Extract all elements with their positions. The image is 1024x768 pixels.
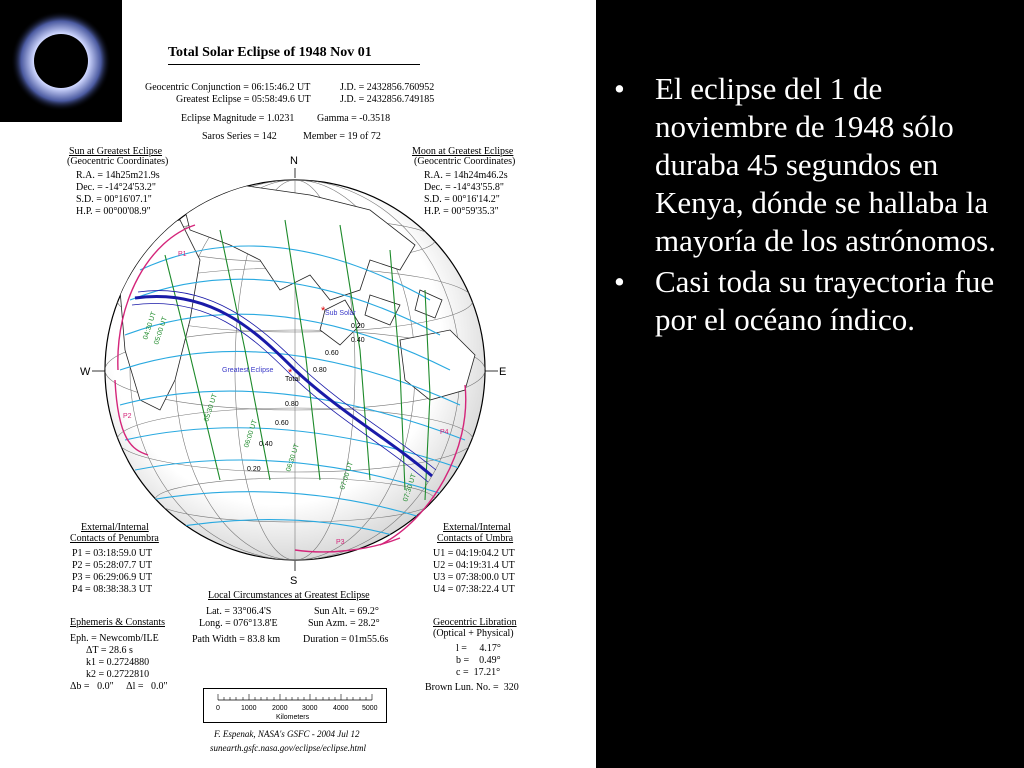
scale-tick-label: 2000 [272,705,288,712]
time-label: 05:00 UT [153,316,169,346]
greatest-eclipse-label: Greatest Eclipse [222,367,274,374]
sun-dec: Dec. = -14°24'53.2" [76,182,156,193]
ephemeris-k2: k2 = 0.2722810 [86,669,150,680]
scale-tick-label: 5000 [362,705,378,712]
mag-label-lower: 0.40 [259,441,273,448]
mag-label-upper: 0.40 [351,337,365,344]
moon-box-subtitle: (Geocentric Coordinates) [414,156,516,167]
mag-label-lower: 0.80 [285,401,299,408]
distance-scale-box [203,688,387,723]
p1-label: P1 [178,251,187,258]
mag-label-upper: 0.20 [351,323,365,330]
umbra-u2: U2 = 04:19:31.4 UT [433,560,515,571]
mag-label-upper: 0.60 [325,350,339,357]
local-lat: Lat. = 33°06.4'S [206,606,272,617]
libration-subtitle: (Optical + Physical) [433,628,514,639]
saros-series: Saros Series = 142 [202,131,277,142]
scale-tick-label: 1000 [241,705,257,712]
umbra-u4: U4 = 07:38:22.4 UT [433,584,515,595]
local-long: Long. = 076°13.8'E [199,618,278,629]
time-label: 06:00 UT [243,419,259,449]
mag-label-upper: 0.80 [313,367,327,374]
sun-ra: R.A. = 14h25m21.9s [76,170,160,181]
umbra-subtitle: Contacts of Umbra [437,533,514,544]
moon-box-title: Moon at Greatest Eclipse [412,146,514,157]
east-label: E [499,366,507,378]
ephemeris-k1: k1 = 0.2724880 [86,657,150,668]
time-label: 06:30 UT [285,443,301,473]
mag-label-lower: 0.20 [247,466,261,473]
p3-label: P3 [336,539,345,546]
brown-lunation: Brown Lun. No. = 320 [425,682,519,693]
time-label: 05:30 UT [203,393,219,423]
greatest-eclipse-jd: J.D. = 2432856.749185 [340,94,435,105]
conjunction-jd: J.D. = 2432856.760952 [340,82,435,93]
eclipse-title: Total Solar Eclipse of 1948 Nov 01 [168,45,372,60]
mag-label-lower: 0.60 [275,420,289,427]
saros-member: Member = 19 of 72 [303,131,381,142]
sub-solar-label: Sub Solar [325,310,356,317]
moon-sd: S.D. = 00°16'14.2" [424,194,500,205]
ephemeris-deltas: Δb = 0.0" Δl = 0.0" [70,681,168,692]
gamma: Gamma = -0.3518 [317,113,391,124]
sun-box-title: Sun at Greatest Eclipse [69,146,163,157]
moon-dec: Dec. = -14°43'55.8" [424,182,504,193]
greatest-eclipse-marker: * [288,367,293,379]
eclipse-magnitude: Eclipse Magnitude = 1.0231 [181,113,295,124]
time-label: 07:00 UT [339,461,355,491]
penumbra-p3: P3 = 06:29:06.9 UT [72,572,153,583]
penumbra-p2: P2 = 05:28:07.7 UT [72,560,153,571]
sun-hp: H.P. = 00°00'08.9" [76,206,151,217]
scale-tick-label: 3000 [302,705,318,712]
local-path-width: Path Width = 83.8 km [192,634,281,645]
umbra-u1: U1 = 04:19:04.2 UT [433,548,515,559]
penumbra-title: External/Internal [81,522,149,533]
conjunction-time: Geocentric Conjunction = 06:15:46.2 UT [145,82,311,93]
bullet-dot: • [614,264,625,299]
bullet-text: El eclipse del 1 de noviembre de 1948 sólo duraba 45 segundos en Kenya, dónde se hallaba la mayoría de los astrónomos. [655,71,996,258]
time-label: 04:30 UT [142,311,158,341]
scale-tick-label: 0 [216,705,220,712]
north-label: N [290,155,298,167]
libration-b: b = 0.49° [456,655,501,666]
p4-label: P4 [440,429,449,436]
penumbra-p1: P1 = 03:18:59.0 UT [72,548,153,559]
moon-ra: R.A. = 14h24m46.2s [424,170,508,181]
eclipse-corona-image [0,0,122,122]
penumbra-subtitle: Contacts of Penumbra [70,533,159,544]
bullet-item [614,70,1004,260]
libration-title: Geocentric Libration [433,617,517,628]
local-duration: Duration = 01m55.6s [303,634,389,645]
bullet-list [614,70,1004,342]
south-label: S [290,575,298,587]
moon-hp: H.P. = 00°59'35.3" [424,206,499,217]
west-label: W [80,366,91,378]
ephemeris-title: Ephemeris & Constants [70,617,165,628]
local-circumstances-title: Local Circumstances at Greatest Eclipse [208,590,370,601]
local-sun-alt: Sun Alt. = 69.2° [314,606,379,617]
p2-label: P2 [123,413,132,420]
sub-solar-marker: * [321,305,326,317]
libration-l: l = 4.17° [456,643,501,654]
umbra-u3: U3 = 07:38:00.0 UT [433,572,515,583]
bullet-item [614,263,1004,339]
title-rule [168,64,420,65]
scale-tick-label: 4000 [333,705,349,712]
greatest-eclipse-time: Greatest Eclipse = 05:58:49.6 UT [176,94,311,105]
bullet-text: Casi toda su trayectoria fue por el océano índico. [655,264,995,337]
ephemeris-delta-t: ΔT = 28.6 s [86,645,133,656]
local-sun-azm: Sun Azm. = 28.2° [308,618,380,629]
time-label: 07:30 UT [402,473,418,503]
umbra-title: External/Internal [443,522,511,533]
libration-c: c = 17.21° [456,667,501,678]
source-url: sunearth.gsfc.nasa.gov/eclipse/eclipse.html [210,743,366,753]
bullet-dot: • [614,71,625,106]
author-credit: F. Espenak, NASA's GSFC - 2004 Jul 12 [214,729,360,739]
total-label: Total [285,376,300,383]
penumbra-p4: P4 = 08:38:38.3 UT [72,584,153,595]
scale-unit: Kilometers [276,714,310,721]
distance-scale [204,689,386,722]
sun-box-subtitle: (Geocentric Coordinates) [67,156,169,167]
sun-sd: S.D. = 00°16'07.1" [76,194,152,205]
ephemeris-eph: Eph. = Newcomb/ILE [70,633,159,644]
